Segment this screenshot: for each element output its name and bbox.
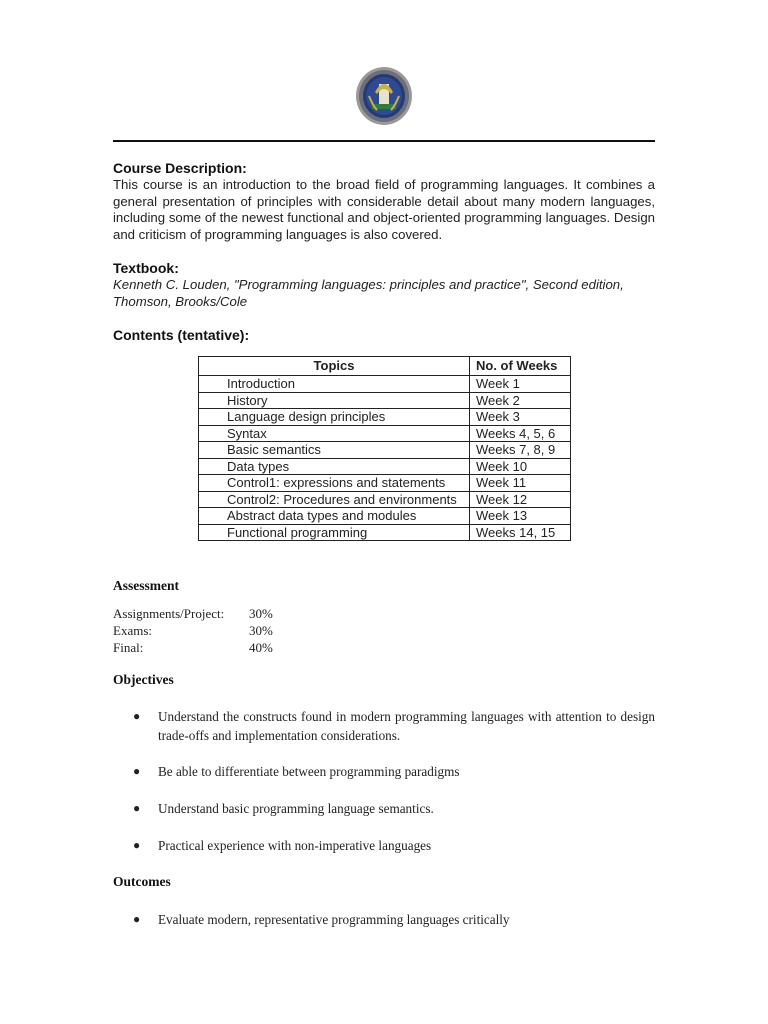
- table-row: [199, 425, 571, 442]
- textbook-text: Kenneth C. Louden, "Programming languages: principles and practice", Second edition, Thomson, Brooks/Cole: [113, 277, 624, 309]
- contents-heading: Contents (tentative):: [113, 327, 250, 343]
- topic-cell: History: [199, 392, 470, 409]
- bullet-icon: ●: [133, 709, 141, 723]
- outcomes-heading: Outcomes: [113, 874, 171, 889]
- objective-text: Understand the constructs found in modern programming languages with attention to design trade-offs and implementation considerations.: [158, 709, 655, 743]
- assessment-heading: Assessment: [113, 578, 179, 593]
- assessment-row: [113, 623, 273, 639]
- assessment-row: [113, 640, 273, 656]
- weeks-cell: Week 12: [470, 491, 571, 508]
- textbook-section: [113, 260, 655, 310]
- weeks-cell: Weeks 14, 15: [470, 524, 571, 541]
- outcomes-list: [133, 910, 655, 929]
- topic-cell: Introduction: [199, 376, 470, 393]
- list-item: [133, 836, 655, 855]
- bullet-icon: ●: [133, 764, 141, 778]
- topic-cell: Functional programming: [199, 524, 470, 541]
- objective-text: Understand basic programming language semantics.: [158, 801, 434, 816]
- topic-cell: Control1: expressions and statements: [199, 475, 470, 492]
- weeks-cell: Weeks 4, 5, 6: [470, 425, 571, 442]
- assessment-value: 30%: [249, 606, 273, 621]
- topic-cell: Basic semantics: [199, 442, 470, 459]
- table-row: [199, 508, 571, 525]
- assessment-row: [113, 606, 273, 622]
- topic-cell: Syntax: [199, 425, 470, 442]
- assessment-label: Final:: [113, 640, 144, 655]
- topics-column-header: Topics: [199, 357, 470, 376]
- course-description-text: This course is an introduction to the broad field of programming languages. It combines a general presentation of principles with considerable detail about many modern languages, including some of the newest functional and object-oriented programming languages. Design and criticism of programming languages is also covered.: [113, 177, 655, 242]
- textbook-heading: Textbook:: [113, 260, 179, 276]
- list-item: [133, 910, 655, 929]
- topic-cell: Abstract data types and modules: [199, 508, 470, 525]
- objectives-heading: Objectives: [113, 672, 174, 687]
- table-row: [199, 491, 571, 508]
- course-description-heading: Course Description:: [113, 160, 247, 176]
- assessment-label: Assignments/Project:: [113, 606, 225, 621]
- table-row: [199, 409, 571, 426]
- assessment-value: 30%: [249, 623, 273, 638]
- weeks-cell: Weeks 7, 8, 9: [470, 442, 571, 459]
- weeks-cell: Week 13: [470, 508, 571, 525]
- list-item: [133, 799, 655, 818]
- weeks-cell: Week 10: [470, 458, 571, 475]
- assessment-label: Exams:: [113, 623, 152, 638]
- weeks-cell: Week 11: [470, 475, 571, 492]
- table-row: [199, 475, 571, 492]
- objective-text: Practical experience with non-imperative languages: [158, 838, 432, 853]
- university-seal-icon: [355, 66, 413, 126]
- list-item: [133, 762, 655, 781]
- weeks-cell: Week 3: [470, 409, 571, 426]
- assessment-value: 40%: [249, 640, 273, 655]
- bullet-icon: ●: [133, 912, 141, 926]
- objectives-list: [133, 707, 655, 745]
- bullet-icon: ●: [133, 838, 141, 852]
- table-row: [199, 442, 571, 459]
- table-header-row: [199, 357, 571, 376]
- contents-table: [198, 356, 571, 541]
- topic-cell: Control2: Procedures and environments: [199, 491, 470, 508]
- objective-text: Be able to differentiate between programming paradigms: [158, 764, 460, 779]
- weeks-cell: Week 1: [470, 376, 571, 393]
- objectives-list: [133, 762, 655, 781]
- topic-cell: Language design principles: [199, 409, 470, 426]
- table-row: [199, 524, 571, 541]
- header-rule: [113, 140, 655, 142]
- objectives-list: [133, 799, 655, 818]
- topic-cell: Data types: [199, 458, 470, 475]
- weeks-column-header: No. of Weeks: [470, 357, 571, 376]
- outcome-text: Evaluate modern, representative programming languages critically: [158, 912, 510, 927]
- table-row: [199, 392, 571, 409]
- objectives-list: [133, 836, 655, 855]
- table-row: [199, 458, 571, 475]
- bullet-icon: ●: [133, 801, 141, 815]
- list-item: [133, 707, 655, 745]
- course-description-section: [113, 160, 655, 243]
- weeks-cell: Week 2: [470, 392, 571, 409]
- table-row: [199, 376, 571, 393]
